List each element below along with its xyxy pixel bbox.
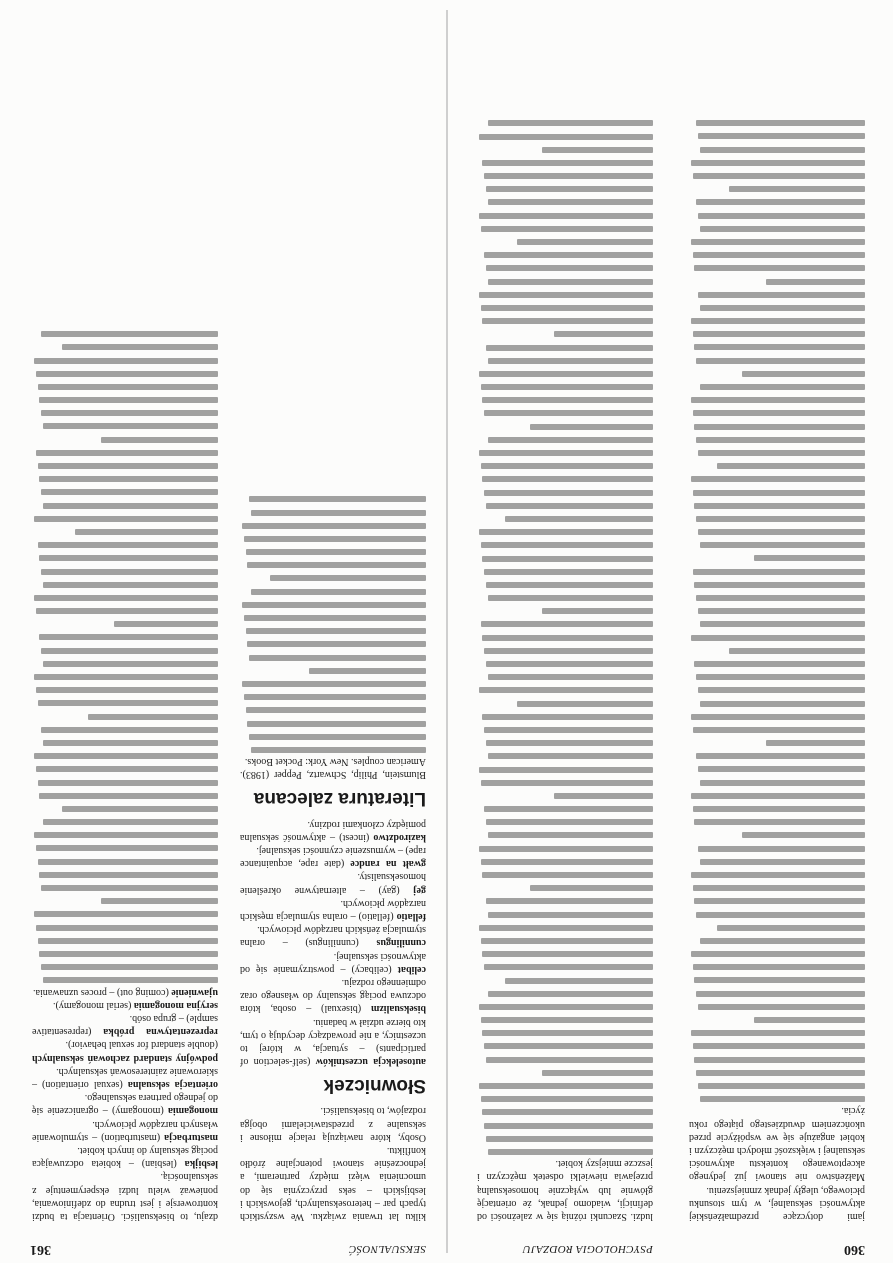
text-line (41, 410, 218, 416)
text-line (242, 681, 426, 687)
text-line (766, 279, 865, 285)
text-line (36, 925, 218, 931)
text-line (698, 608, 865, 614)
glossary-term: podwójny standard zachowań seksualnych (32, 1052, 218, 1064)
text-line (482, 1030, 653, 1036)
text-line (691, 793, 865, 799)
glossary-term: biseksualizm (370, 1003, 426, 1015)
glossary-entry (240, 817, 426, 843)
text-line (691, 160, 865, 166)
text-line (698, 846, 865, 852)
text-line (700, 226, 865, 232)
text-line (62, 806, 218, 812)
text-line (38, 938, 218, 944)
text-line (484, 490, 653, 496)
text-line (698, 213, 865, 219)
text-line (694, 898, 865, 904)
paragraph: kilku lat trwania związku. We wszystkich typach par – heteroseksualnych, gejowskich i lesbijskich – seks przyczynia się do umocnienia więzi między partnerami, a jednocześnie stanowi potencjalne źródło konfliktu. (240, 1144, 426, 1222)
text-line (694, 503, 865, 509)
text-line (691, 397, 865, 403)
text-line (488, 991, 653, 997)
text-line (479, 450, 653, 456)
text-line (482, 635, 653, 641)
text-line (39, 555, 218, 561)
text-line (693, 1043, 865, 1049)
text-line (742, 371, 865, 377)
text-line (481, 226, 653, 232)
text-line (479, 925, 653, 931)
text-line (530, 424, 653, 430)
text-line (43, 977, 218, 983)
glossary-entry (32, 985, 218, 998)
text-line (484, 569, 653, 575)
text-line (696, 674, 865, 680)
text-line (542, 147, 653, 153)
text-line (694, 977, 865, 983)
text-line (700, 305, 865, 311)
text-line (700, 147, 865, 153)
text-line (482, 556, 653, 562)
glossary-entry (32, 1117, 218, 1143)
text-line (693, 410, 865, 416)
text-line (488, 1149, 653, 1155)
text-line (479, 687, 653, 693)
text-column-2 (477, 113, 653, 1223)
glossary-term: cunnilingus (376, 937, 426, 949)
glossary-entry (240, 897, 426, 923)
text-line (696, 437, 865, 443)
glossary-entry (32, 1065, 218, 1091)
text-line (698, 766, 865, 772)
text-line (694, 819, 865, 825)
text-line (729, 648, 865, 654)
text-line (488, 120, 653, 126)
page-360 (447, 0, 893, 1263)
glossary-entry (32, 1091, 218, 1117)
text-line (481, 384, 653, 390)
glossary-entry (32, 1038, 218, 1064)
text-line (34, 516, 218, 522)
text-line (244, 536, 426, 542)
text-line (542, 1070, 653, 1076)
text-line (488, 595, 653, 601)
text-line (482, 1109, 653, 1115)
text-line (486, 1136, 653, 1142)
text-line (482, 714, 653, 720)
text-line (698, 687, 865, 693)
text-line (693, 964, 865, 970)
text-line (694, 265, 865, 271)
text-line (36, 766, 218, 772)
paragraph: jami dotyczące przedmałżeńskiej aktywności seksualnej, w tym stosunku płciowego, uległy jednak zmniejszeniu. (689, 1184, 865, 1222)
text-line (488, 753, 653, 759)
text-line (34, 753, 218, 759)
glossary-entry (32, 1144, 218, 1170)
glossary-term: masturbacja (164, 1131, 218, 1143)
glossary-definition: (self-selection of participants) – sytuacja, w której to uczestnicy, a nie prowadzący decydują o tym, kto bierze udział w badaniu. (240, 1016, 426, 1068)
glossary-entry (32, 999, 218, 1012)
text-line (691, 476, 865, 482)
text-line (247, 562, 426, 568)
text-line (251, 747, 426, 753)
text-line (484, 410, 653, 416)
text-line (251, 510, 426, 516)
glossary-term: celibat (397, 963, 426, 975)
text-line (43, 661, 218, 667)
glossary-term: kazirodztwo (373, 831, 426, 843)
text-line (481, 621, 653, 627)
text-line (479, 1004, 653, 1010)
text-line (691, 714, 865, 720)
text-line (517, 239, 653, 245)
text-line (484, 252, 653, 258)
text-line (249, 734, 426, 740)
text-line (43, 423, 218, 429)
text-line (481, 305, 653, 311)
text-line (246, 549, 426, 555)
text-line (43, 503, 218, 509)
glossary-term: ujawnienie (171, 986, 218, 998)
text-line (484, 964, 653, 970)
glossary-definition: (celibacy) – powstrzymanie się od aktywności seksualnej. (240, 950, 426, 975)
glossary-entry (240, 844, 426, 870)
page-header (447, 1233, 893, 1263)
text-line (700, 701, 865, 707)
text-line (694, 661, 865, 667)
text-line (38, 780, 218, 786)
text-line (36, 371, 218, 377)
text-line (488, 437, 653, 443)
body-text-lines (32, 331, 218, 983)
text-line (554, 331, 653, 337)
paragraph: ludzi. Szacunki różnią się w zależności od definicji, wiadomo jednak, że orientację głównie lub wyłącznie homoseksualną przejawia niewielki odsetek mężczyzn i jeszcze mniejszy kobiet. (477, 1158, 653, 1222)
text-line (482, 318, 653, 324)
text-line (691, 872, 865, 878)
text-line (39, 872, 218, 878)
text-line (482, 160, 653, 166)
glossary-entry (240, 1015, 426, 1068)
text-line (38, 542, 218, 548)
text-line (694, 424, 865, 430)
glossary-definition: (bisexual) – osoba, która odczuwa pociąg seksualny do własnego oraz odmiennego rodzaju. (240, 976, 426, 1015)
text-column-1 (240, 113, 426, 1223)
text-line (542, 608, 653, 614)
text-line (309, 668, 426, 674)
text-line (249, 496, 426, 502)
text-line (247, 721, 426, 727)
text-line (696, 120, 865, 126)
text-line (486, 661, 653, 667)
text-line (41, 727, 218, 733)
text-line (486, 582, 653, 588)
running-head: PSYCHOLOGIA RODZAJU (522, 1243, 653, 1255)
text-line (36, 450, 218, 456)
text-line (482, 476, 653, 482)
text-line (62, 344, 218, 350)
glossary-term: reprezentatywna próbka (103, 1026, 218, 1038)
reading-entry: Blumstein, Philip, Schwartz, Pepper (1983). American couples. New York: Pocket Books. (240, 756, 426, 781)
text-line (482, 951, 653, 957)
glossary-definition: (monogamy) – ograniczenie się do jednego partnera seksualnego. (32, 1092, 218, 1117)
glossary-title: Słowniczek (323, 1075, 426, 1097)
text-line (486, 345, 653, 351)
glossary-term: seryjna monogamia (133, 999, 218, 1011)
glossary-definition: (sexual orientation) – skierowanie zainteresowań seksualnych. (32, 1065, 218, 1090)
text-line (38, 384, 218, 390)
text-line (691, 1030, 865, 1036)
glossary-definition: (lesbian) – kobieta odczuwająca pociąg seksualny do innych kobiet. (32, 1144, 218, 1170)
glossary-entry (240, 870, 426, 896)
text-line (41, 964, 218, 970)
text-column-1 (689, 113, 865, 1223)
text-line (696, 199, 865, 205)
text-line (484, 173, 653, 179)
text-line (505, 978, 653, 984)
reading-title: Literatura zalecana (253, 788, 426, 810)
text-line (101, 437, 218, 443)
text-line (486, 265, 653, 271)
text-line (696, 595, 865, 601)
text-line (693, 252, 865, 258)
paragraph: dzaju, to biseksualiści. Orientacja ta budzi kontrowersje i jest trudna do zdefiniowania, ponieważ wielu ludzi eksperymentuje z seksualnością. (32, 1171, 218, 1222)
text-line (481, 1017, 653, 1023)
body-text-lines (689, 113, 865, 1102)
text-line (766, 740, 865, 746)
text-line (484, 1123, 653, 1129)
text-line (38, 859, 218, 865)
text-line (742, 832, 865, 838)
text-line (41, 489, 218, 495)
text-line (693, 490, 865, 496)
text-line (693, 569, 865, 575)
text-line (698, 529, 865, 535)
text-line (481, 859, 653, 865)
text-line (700, 542, 865, 548)
glossary-definition: (date rape, acquaintance rape) – wymuszenie czynności seksualnej. (240, 844, 426, 870)
text-line (479, 767, 653, 773)
page-361 (0, 0, 446, 1263)
text-line (696, 358, 865, 364)
text-line (700, 859, 865, 865)
glossary-entry (32, 1012, 218, 1038)
glossary-entry (240, 976, 426, 1016)
glossary-definition: (incest) – aktywność seksualna pomiędzy członkami rodziny. (240, 818, 426, 843)
text-line (36, 608, 218, 614)
text-line (39, 793, 218, 799)
text-line (38, 700, 218, 706)
glossary-term: monogamia (168, 1105, 218, 1117)
text-line (244, 694, 426, 700)
glossary-term: autoselekcja uczestników (315, 1056, 426, 1068)
page-number: 361 (30, 1242, 51, 1257)
text-line (34, 832, 218, 838)
text-line (488, 832, 653, 838)
text-line (39, 397, 218, 403)
glossary-definition: (cunnilingus) – oralna stymulacja żeńskich narządów płciowych. (240, 924, 426, 949)
text-line (486, 1057, 653, 1063)
text-line (481, 780, 653, 786)
paragraph: Małżeństwo nie stanowi już jedynego akceptowanego kontekstu aktywności seksualnej i większość młodych mężczyzn i kobiet angażuje się we współżycie przed ukończeniem dwudziestego piątego roku życia. (689, 1105, 865, 1183)
text-line (484, 648, 653, 654)
text-line (479, 846, 653, 852)
text-line (693, 727, 865, 733)
text-line (242, 523, 426, 529)
text-line (38, 463, 218, 469)
text-line (694, 344, 865, 350)
body-text-lines (477, 113, 653, 1155)
glossary-definition: (coming out) – proces uznawania. (33, 986, 169, 998)
text-line (691, 318, 865, 324)
text-line (486, 819, 653, 825)
text-line (486, 740, 653, 746)
text-line (246, 707, 426, 713)
text-line (486, 898, 653, 904)
text-line (700, 621, 865, 627)
text-line (101, 898, 218, 904)
text-line (698, 1004, 865, 1010)
paragraph: Osoby, które nawiązują relacje miłosne i seksualne z przedstawicielami obojga rodzajów, to biseksualiści. (240, 1105, 426, 1143)
text-line (698, 133, 865, 139)
text-line (717, 925, 865, 931)
text-line (696, 1070, 865, 1076)
text-line (114, 621, 218, 627)
glossary-list (32, 985, 218, 1170)
text-line (34, 911, 218, 917)
text-line (694, 582, 865, 588)
text-line (700, 1096, 865, 1102)
text-line (41, 648, 218, 654)
text-line (481, 542, 653, 548)
text-line (41, 331, 218, 337)
text-line (43, 819, 218, 825)
text-line (698, 1083, 865, 1089)
text-line (530, 885, 653, 891)
text-line (39, 476, 218, 482)
text-line (700, 938, 865, 944)
text-line (554, 793, 653, 799)
text-line (691, 951, 865, 957)
text-line (484, 727, 653, 733)
glossary-definition: (fellatio) – oralna stymulacja męskich narządów płciowych. (240, 897, 426, 922)
text-column-2 (32, 113, 218, 1223)
text-line (698, 450, 865, 456)
body-text-lines (240, 496, 426, 753)
text-line (484, 806, 653, 812)
page-number: 360 (844, 1242, 865, 1257)
text-line (517, 701, 653, 707)
text-line (694, 1057, 865, 1063)
text-line (479, 292, 653, 298)
glossary-definition: (serial monogamy). (53, 999, 132, 1011)
text-line (729, 186, 865, 192)
page-header (0, 1233, 446, 1263)
glossary-list (240, 817, 426, 1068)
glossary-entry (240, 949, 426, 975)
text-line (242, 602, 426, 608)
text-line (717, 463, 865, 469)
text-line (696, 516, 865, 522)
glossary-term: lesbijka (184, 1158, 218, 1170)
text-line (479, 371, 653, 377)
text-line (270, 575, 426, 581)
text-line (693, 806, 865, 812)
text-line (88, 714, 218, 720)
text-line (34, 358, 218, 364)
glossary-definition: (representative sample) – grupa osób. (32, 1012, 218, 1038)
glossary-term: gej (413, 884, 426, 896)
text-line (41, 885, 218, 891)
text-line (246, 628, 426, 634)
text-line (691, 635, 865, 641)
text-line (479, 134, 653, 140)
text-line (479, 529, 653, 535)
text-line (244, 615, 426, 621)
text-line (700, 780, 865, 786)
text-line (43, 582, 218, 588)
text-line (698, 292, 865, 298)
glossary-definition: (double standard for sexual behavior). (65, 1039, 218, 1051)
text-line (488, 279, 653, 285)
text-line (693, 173, 865, 179)
glossary-definition: (masturbation) – stymulowanie własnych narządów płciowych. (32, 1118, 218, 1143)
text-line (479, 213, 653, 219)
text-line (482, 872, 653, 878)
text-line (486, 503, 653, 509)
text-line (693, 331, 865, 337)
text-line (486, 186, 653, 192)
text-line (247, 641, 426, 647)
text-line (43, 740, 218, 746)
running-head: SEKSUALNOŚĆ (348, 1243, 426, 1255)
text-line (696, 912, 865, 918)
text-line (482, 397, 653, 403)
text-line (481, 938, 653, 944)
text-line (36, 845, 218, 851)
text-line (34, 595, 218, 601)
text-line (505, 516, 653, 522)
text-line (479, 1083, 653, 1089)
text-line (39, 951, 218, 957)
glossary-term: orientacja seksualna (127, 1078, 218, 1090)
glossary-term: fellatio (396, 910, 426, 922)
text-line (754, 555, 865, 561)
text-line (488, 912, 653, 918)
text-line (693, 885, 865, 891)
text-line (484, 1043, 653, 1049)
text-line (481, 1096, 653, 1102)
text-line (700, 384, 865, 390)
glossary-term: gwałt na randce (350, 858, 426, 870)
text-line (41, 569, 218, 575)
text-line (36, 687, 218, 693)
text-line (488, 674, 653, 680)
text-line (691, 239, 865, 245)
text-line (754, 1017, 865, 1023)
glossary-definition: (gay) – alternatywne określenie homoseksualisty. (240, 871, 426, 896)
text-line (488, 358, 653, 364)
text-line (249, 655, 426, 661)
text-line (34, 674, 218, 680)
glossary-entry (240, 923, 426, 949)
text-line (75, 529, 218, 535)
text-line (39, 634, 218, 640)
text-line (696, 991, 865, 997)
text-line (488, 199, 653, 205)
text-line (251, 589, 426, 595)
text-line (481, 463, 653, 469)
text-line (696, 753, 865, 759)
